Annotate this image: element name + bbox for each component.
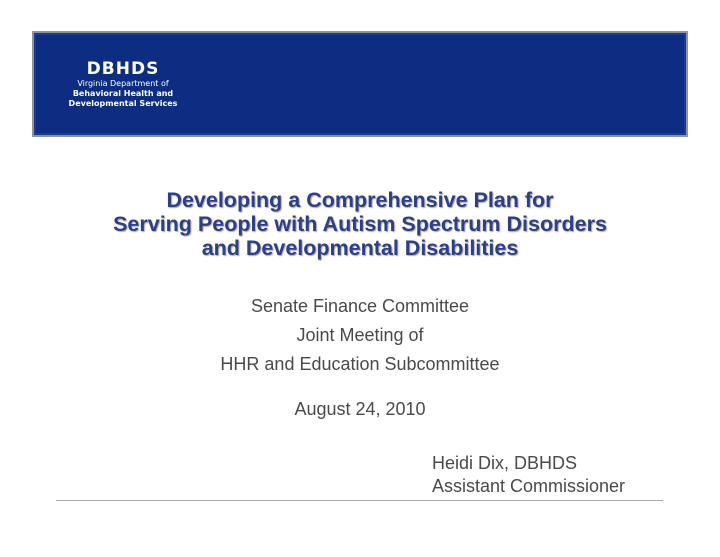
dbhds-logo [63,59,183,109]
logo-name: DBHDS [86,59,160,79]
presenter-role: Assistant Commissioner [432,476,626,496]
header-banner [32,31,688,137]
subtitle-line-1: Senate Finance Committee [250,296,470,316]
presenter-name: Heidi Dix, DBHDS [432,453,578,473]
subtitle-line-2: Joint Meeting of [296,325,424,345]
presentation-date: August 24, 2010 [294,399,426,419]
title-line-1: Developing a Comprehensive Plan for [166,188,554,212]
footer-divider [56,500,663,501]
presenter-block [432,452,692,498]
title-line-2: Serving People with Autism Spectrum Disorders [113,212,607,236]
slide-subtitle [20,292,700,379]
title-line-3: and Developmental Disabilities [201,236,519,260]
logo-line-department: Virginia Department of [77,79,169,88]
slide-title [20,188,700,260]
logo-line-developmental: Developmental Services [68,99,178,108]
subtitle-line-3: HHR and Education Subcommittee [220,354,500,374]
logo-line-behavioral: Behavioral Health and [72,89,174,98]
